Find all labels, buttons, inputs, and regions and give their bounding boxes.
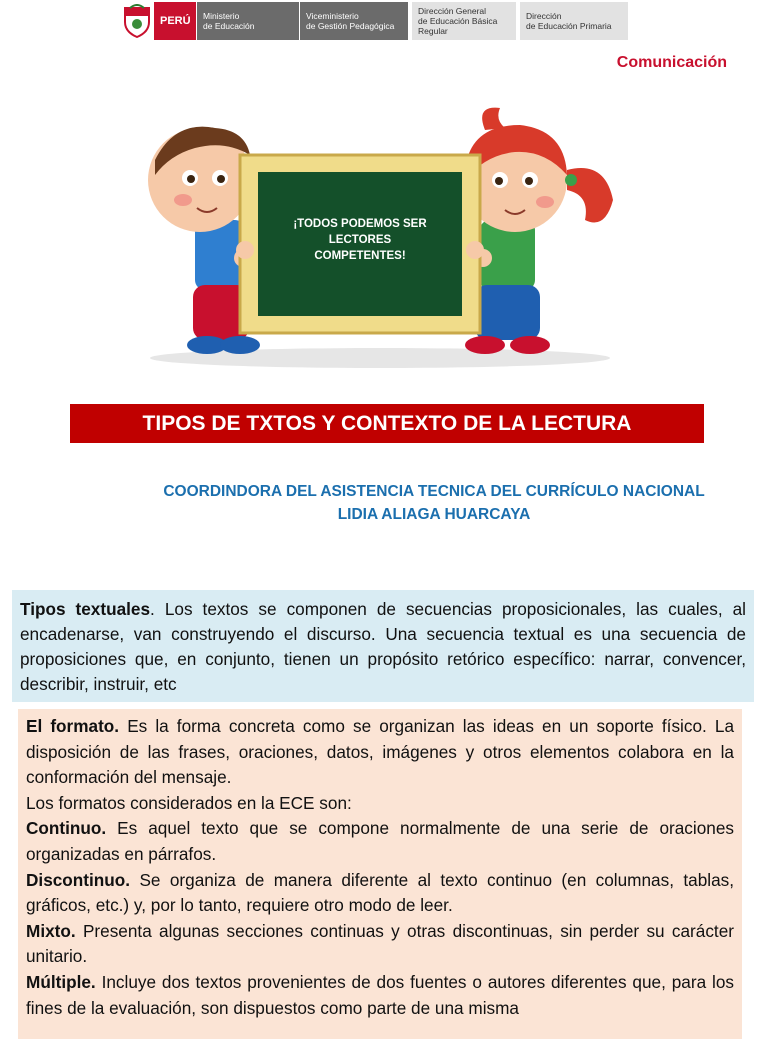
format-definition: Es la forma concreta como se organizan las ideas en un soporte físico. La disposición de las frases, oraciones, datos, imágenes y otros elementos colabora en la conformación del mensaje.: [26, 716, 735, 788]
text-types-box: [12, 590, 754, 702]
format-item-text: Es aquel texto que se compone normalmente de una serie de oraciones organizadas en párrafos.: [26, 818, 734, 864]
format-item-text: Incluye dos textos provenientes de dos fuentes o autores diferentes que, para los fines de la evaluación, son dispuestos como parte de una misma: [26, 971, 734, 1018]
girl-figure: [463, 108, 613, 354]
subject-label: Comunicación: [616, 54, 727, 71]
header-logos: [120, 2, 628, 40]
ministry-label: Ministerio de Educación: [197, 2, 299, 40]
format-paragraph: [26, 714, 734, 791]
text-types-definition: . Los textos se componen de secuencias proposicionales, las cuales, al encadenarse, van construyendo el discurso. Una secuencia textual es una secuencia de proposiciones que, en conjunto, tienen un propósito retórico específico: narrar, convencer, describir, instruir, etc: [20, 599, 746, 694]
format-box: [18, 709, 742, 1039]
page-title: TIPOS DE TXTOS Y CONTEXTO DE LA LECTURA: [70, 404, 704, 443]
format-item-discontinuo: [26, 868, 734, 919]
vice-ministry-label: Viceministerio de Gestión Pedagógica: [300, 2, 408, 40]
peru-label: PERÚ: [154, 2, 196, 40]
format-item-term: Múltiple.: [26, 971, 96, 992]
text-types-term: Tipos textuales: [20, 599, 151, 619]
chalkboard-text: [262, 216, 458, 264]
general-direction-label: Dirección General de Educación Básica Regular: [412, 2, 516, 40]
format-item-text: Se organiza de manera diferente al texto continuo (en columnas, tablas, gráficos, etc.) y, por lo tanto, requiere otro modo de leer.: [26, 869, 734, 916]
board-line-1: ¡TODOS PODEMOS SER LECTORES: [293, 218, 427, 246]
board-line-2: COMPETENTES!: [314, 250, 406, 262]
format-item-multiple: [26, 970, 734, 1021]
coordinator-block: [100, 480, 768, 526]
primary-direction-label: Dirección de Educación Primaria: [520, 2, 628, 40]
format-item-term: Continuo.: [26, 818, 107, 839]
coat-of-arms-icon: [120, 2, 154, 40]
format-item-mixto: [26, 919, 734, 970]
format-item-term: Mixto.: [26, 920, 76, 941]
coordinator-role: COORDINDORA DEL ASISTENCIA TECNICA DEL CURRÍCULO NACIONAL: [163, 483, 705, 500]
format-item-text: Presenta algunas secciones continuas y otras discontinuas, sin perder su carácter unitario.: [26, 920, 734, 967]
coordinator-name: LIDIA ALIAGA HUARCAYA: [337, 506, 531, 523]
format-term: El formato.: [26, 716, 120, 736]
formats-intro: Los formatos considerados en la ECE son:: [26, 792, 352, 813]
format-item-term: Discontinuo.: [26, 869, 131, 890]
format-item-continuo: [26, 816, 734, 867]
